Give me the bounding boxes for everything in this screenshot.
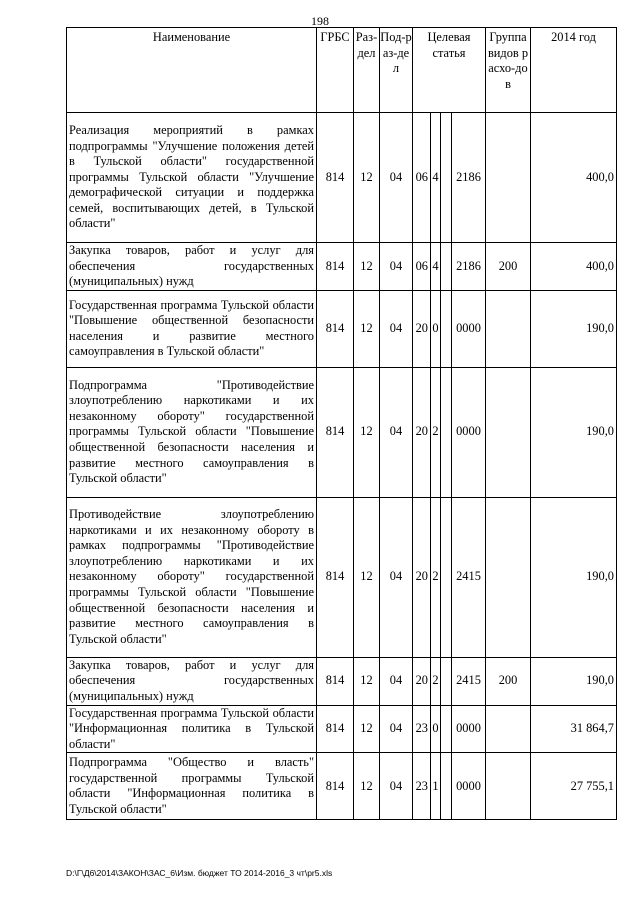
row-razdel: 12 bbox=[354, 367, 380, 497]
row-podrazdel: 04 bbox=[380, 243, 413, 291]
table-row bbox=[67, 705, 617, 753]
row-name: Реализация мероприятий в рамках подпрограммы "Улучшение положения детей в Тульской области" государственной программы Тульской области "Улучшение демографической ситуации и поддержка семей, воспитывающих детей, в Тульской области" bbox=[67, 113, 317, 243]
row-target-code: 2415 bbox=[452, 497, 486, 657]
row-grbs: 814 bbox=[317, 290, 354, 367]
row-target-subprogram: 0 bbox=[431, 705, 441, 753]
row-target-code: 0000 bbox=[452, 290, 486, 367]
row-razdel: 12 bbox=[354, 657, 380, 705]
row-name: Подпрограмма "Противодействие злоупотреблению наркотиками и их незаконному обороту" государственной программы Тульской области "Повышение общественной безопасности населения и развитие местного самоуправления в Тульской области" bbox=[67, 367, 317, 497]
table-row bbox=[67, 290, 617, 367]
row-target-blank bbox=[441, 497, 452, 657]
row-podrazdel: 04 bbox=[380, 290, 413, 367]
row-target-code: 2186 bbox=[452, 113, 486, 243]
row-target-subprogram: 2 bbox=[431, 657, 441, 705]
row-target-subprogram: 0 bbox=[431, 290, 441, 367]
row-target-blank bbox=[441, 367, 452, 497]
row-grbs: 814 bbox=[317, 497, 354, 657]
row-podrazdel: 04 bbox=[380, 497, 413, 657]
row-target-subprogram: 1 bbox=[431, 753, 441, 820]
row-podrazdel: 04 bbox=[380, 367, 413, 497]
row-grbs: 814 bbox=[317, 367, 354, 497]
row-expense-group bbox=[486, 753, 531, 820]
row-target-program: 06 bbox=[413, 113, 431, 243]
row-target-blank bbox=[441, 705, 452, 753]
header-grbs: ГРБС bbox=[317, 28, 354, 113]
row-razdel: 12 bbox=[354, 753, 380, 820]
row-podrazdel: 04 bbox=[380, 753, 413, 820]
row-target-blank bbox=[441, 113, 452, 243]
row-razdel: 12 bbox=[354, 113, 380, 243]
row-podrazdel: 04 bbox=[380, 705, 413, 753]
row-target-subprogram: 4 bbox=[431, 113, 441, 243]
row-expense-group bbox=[486, 367, 531, 497]
row-target-program: 20 bbox=[413, 367, 431, 497]
row-name: Подпрограмма "Общество и власть" государственной программы Тульской области "Информационная политика в Тульской области" bbox=[67, 753, 317, 820]
row-expense-group bbox=[486, 113, 531, 243]
header-razdel: Раз-дел bbox=[354, 28, 380, 113]
row-target-blank bbox=[441, 753, 452, 820]
row-razdel: 12 bbox=[354, 290, 380, 367]
table-row bbox=[67, 753, 617, 820]
row-grbs: 814 bbox=[317, 113, 354, 243]
row-expense-group bbox=[486, 497, 531, 657]
header-row bbox=[67, 28, 617, 113]
row-razdel: 12 bbox=[354, 243, 380, 291]
row-target-code: 0000 bbox=[452, 367, 486, 497]
row-amount-2014: 190,0 bbox=[531, 657, 617, 705]
budget-table bbox=[66, 27, 617, 820]
row-amount-2014: 31 864,7 bbox=[531, 705, 617, 753]
row-amount-2014: 190,0 bbox=[531, 367, 617, 497]
row-expense-group: 200 bbox=[486, 657, 531, 705]
table-row bbox=[67, 113, 617, 243]
row-target-program: 23 bbox=[413, 753, 431, 820]
row-target-blank bbox=[441, 657, 452, 705]
row-target-program: 23 bbox=[413, 705, 431, 753]
row-expense-group bbox=[486, 290, 531, 367]
row-target-code: 0000 bbox=[452, 705, 486, 753]
header-year: 2014 год bbox=[531, 28, 617, 113]
row-razdel: 12 bbox=[354, 705, 380, 753]
header-podrazdel: Под-раз-дел bbox=[380, 28, 413, 113]
row-target-program: 06 bbox=[413, 243, 431, 291]
table-row bbox=[67, 657, 617, 705]
row-target-subprogram: 2 bbox=[431, 497, 441, 657]
header-name: Наименование bbox=[67, 28, 317, 113]
row-target-subprogram: 4 bbox=[431, 243, 441, 291]
row-name: Государственная программа Тульской области "Информационная политика в Тульской области" bbox=[67, 705, 317, 753]
row-expense-group: 200 bbox=[486, 243, 531, 291]
row-name: Закупка товаров, работ и услуг для обеспечения государственных (муниципальных) нужд bbox=[67, 657, 317, 705]
row-target-blank bbox=[441, 290, 452, 367]
table-row bbox=[67, 243, 617, 291]
table-row bbox=[67, 497, 617, 657]
row-amount-2014: 190,0 bbox=[531, 290, 617, 367]
row-target-program: 20 bbox=[413, 290, 431, 367]
row-target-code: 2415 bbox=[452, 657, 486, 705]
page-number: 198 bbox=[311, 14, 329, 28]
row-grbs: 814 bbox=[317, 657, 354, 705]
row-podrazdel: 04 bbox=[380, 657, 413, 705]
row-amount-2014: 190,0 bbox=[531, 497, 617, 657]
header-target: Целевая статья bbox=[413, 28, 486, 113]
row-target-code: 0000 bbox=[452, 753, 486, 820]
row-amount-2014: 400,0 bbox=[531, 113, 617, 243]
table-row bbox=[67, 367, 617, 497]
row-grbs: 814 bbox=[317, 753, 354, 820]
row-name: Закупка товаров, работ и услуг для обеспечения государственных (муниципальных) нужд bbox=[67, 243, 317, 291]
footer-file-path: D:\Г\Д6\2014\ЗАКОН\ЗАС_6\Изм. бюджет ТО 2014-2016_3 чт\pr5.xls bbox=[66, 868, 333, 878]
row-amount-2014: 27 755,1 bbox=[531, 753, 617, 820]
row-target-blank bbox=[441, 243, 452, 291]
row-target-subprogram: 2 bbox=[431, 367, 441, 497]
row-razdel: 12 bbox=[354, 497, 380, 657]
row-expense-group bbox=[486, 705, 531, 753]
row-podrazdel: 04 bbox=[380, 113, 413, 243]
row-grbs: 814 bbox=[317, 705, 354, 753]
row-target-program: 20 bbox=[413, 657, 431, 705]
row-name: Государственная программа Тульской области "Повышение общественной безопасности населения и развитие местного самоуправления в Тульской области" bbox=[67, 290, 317, 367]
header-group: Группа видов расхо-дов bbox=[486, 28, 531, 113]
row-target-code: 2186 bbox=[452, 243, 486, 291]
row-grbs: 814 bbox=[317, 243, 354, 291]
row-target-program: 20 bbox=[413, 497, 431, 657]
row-name: Противодействие злоупотреблению наркотиками и их незаконному обороту в рамках подпрограммы "Противодействие злоупотреблению наркотиками и их незаконному обороту" государственной программы Тульской области "Повышение общественной безопасности населения и развитие местного самоуправления в Тульской области" bbox=[67, 497, 317, 657]
row-amount-2014: 400,0 bbox=[531, 243, 617, 291]
